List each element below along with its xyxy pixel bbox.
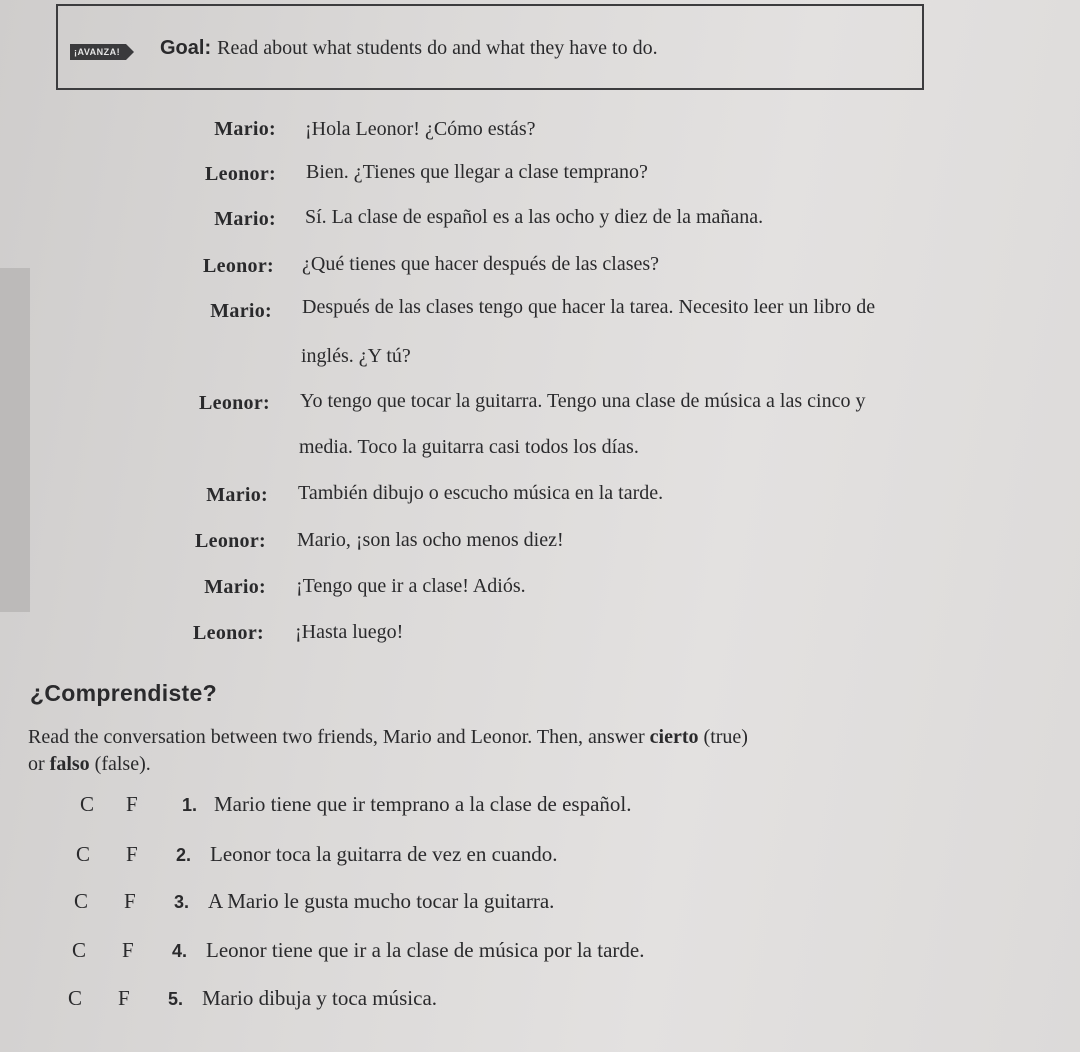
section-title: ¿Comprendiste? [30, 680, 217, 706]
question-text: Mario dibuja y toca música. [202, 986, 438, 1010]
question-number: 3. [174, 892, 190, 912]
speaker-label: Leonor: [193, 622, 264, 644]
question-text: Mario tiene que ir temprano a la clase de español. [214, 792, 632, 816]
falso-option[interactable]: F [126, 792, 138, 816]
falso-term: falso [49, 753, 90, 775]
cierto-term: cierto [649, 726, 699, 748]
falso-option[interactable]: F [126, 842, 138, 866]
cierto-option[interactable]: C [76, 842, 91, 866]
dialogue-line: Bien. ¿Tienes que llegar a clase temprano? [306, 161, 648, 183]
dialogue-line: ¡Hasta luego! [295, 621, 404, 643]
page-edge-shadow [0, 268, 30, 612]
speaker-label: Mario: [204, 576, 266, 598]
instructions-text: Read the conversation between two friends, Mario and Leonor. Then, answer [28, 726, 650, 748]
dialogue-line: También dibujo o escucho música en la tarde. [298, 482, 664, 504]
dialogue-line: ¡Tengo que ir a clase! Adiós. [296, 575, 526, 597]
goal-statement [160, 37, 658, 60]
speaker-label: Leonor: [195, 530, 266, 552]
question-number: 2. [176, 845, 192, 865]
dialogue-line: ¿Qué tienes que hacer después de las clases? [302, 253, 660, 275]
question-number: 4. [172, 941, 188, 961]
dialogue-line: Después de las clases tengo que hacer la tarea. Necesito leer un libro de [302, 296, 876, 318]
falso-option[interactable]: F [118, 986, 130, 1010]
question-number: 5. [168, 989, 184, 1009]
avanza-badge: ¡AVANZA! [70, 44, 126, 60]
cierto-option[interactable]: C [72, 938, 87, 962]
speaker-label: Mario: [210, 300, 272, 322]
dialogue-line: media. Toco la guitarra casi todos los días. [299, 436, 639, 458]
cierto-option[interactable]: C [80, 792, 95, 816]
cierto-option[interactable]: C [68, 986, 83, 1010]
dialogue-line: Mario, ¡son las ocho menos diez! [297, 529, 564, 551]
instructions-text: (true) [698, 726, 748, 748]
question-text: A Mario le gusta mucho tocar la guitarra. [208, 889, 555, 913]
falso-option[interactable]: F [124, 889, 136, 913]
instructions-text: or [28, 753, 50, 775]
falso-option[interactable]: F [122, 938, 134, 962]
goal-text: Read about what students do and what they have to do. [217, 37, 658, 59]
question-text: Leonor tiene que ir a la clase de música por la tarde. [206, 938, 645, 962]
speaker-label: Mario: [214, 208, 276, 230]
question-text: Leonor toca la guitarra de vez en cuando. [210, 842, 558, 866]
dialogue-line: Yo tengo que tocar la guitarra. Tengo una clase de música a las cinco y [300, 390, 866, 412]
dialogue-line: Sí. La clase de español es a las ocho y diez de la mañana. [305, 206, 764, 228]
cierto-option[interactable]: C [74, 889, 89, 913]
dialogue-line: inglés. ¿Y tú? [301, 345, 411, 367]
speaker-label: Leonor: [199, 392, 270, 414]
dialogue-line: ¡Hola Leonor! ¿Cómo estás? [305, 118, 536, 140]
instructions-text: (false). [89, 753, 151, 775]
speaker-label: Mario: [214, 118, 276, 140]
speaker-label: Leonor: [203, 255, 274, 277]
goal-box [56, 4, 924, 90]
speaker-label: Mario: [206, 484, 268, 506]
question-number: 1. [182, 795, 198, 815]
speaker-label: Leonor: [205, 163, 276, 185]
instructions [28, 724, 988, 778]
goal-label: Goal: [160, 37, 212, 59]
